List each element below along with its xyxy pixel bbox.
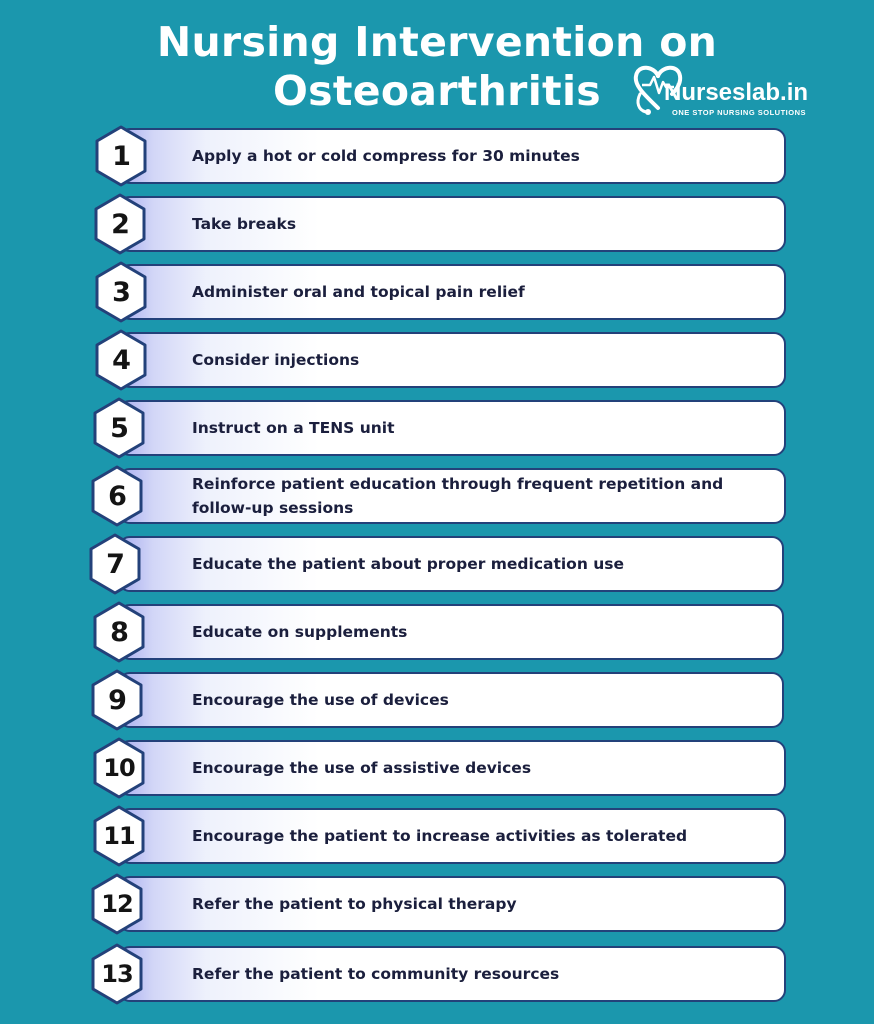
item-number: 1: [112, 140, 130, 172]
hexagon-number-badge: [94, 329, 148, 391]
intervention-item-7: [118, 536, 784, 592]
title-line-2: Osteoarthritis: [272, 67, 602, 115]
item-number: 13: [101, 960, 133, 988]
hexagon-number-badge: [93, 193, 147, 255]
item-number: 2: [111, 208, 129, 240]
intervention-text: Educate the patient about proper medication use: [192, 555, 625, 573]
item-number: 8: [110, 616, 128, 648]
intervention-text: Reinforce patient education through frequent repetition and follow-up sessions: [192, 475, 724, 517]
intervention-text: Educate on supplements: [192, 623, 408, 641]
intervention-item-3: [118, 264, 786, 320]
nurseslab-logo: [628, 58, 818, 120]
item-number: 10: [103, 754, 135, 782]
hexagon-number-badge: [92, 601, 146, 663]
title-line-1: Nursing Intervention on: [156, 18, 718, 66]
intervention-text: Consider injections: [192, 351, 360, 369]
logo-brand: Nurseslab.in: [664, 79, 809, 106]
intervention-item-11: [118, 808, 786, 864]
intervention-item-6: [118, 468, 786, 524]
intervention-item-10: [118, 740, 786, 796]
hexagon-number-badge: [90, 943, 144, 1005]
intervention-item-13: [118, 946, 786, 1002]
hexagon-number-badge: [90, 669, 144, 731]
hexagon-number-badge: [94, 125, 148, 187]
intervention-text: Take breaks: [192, 215, 297, 233]
hexagon-number-badge: [92, 397, 146, 459]
item-number: 3: [112, 276, 130, 308]
hexagon-number-badge: [90, 873, 144, 935]
hexagon-number-badge: [92, 737, 146, 799]
item-number: 4: [112, 344, 130, 376]
intervention-item-4: [118, 332, 786, 388]
intervention-item-8: [118, 604, 784, 660]
item-number: 11: [103, 822, 135, 850]
intervention-item-5: [118, 400, 786, 456]
intervention-text: Encourage the patient to increase activities as tolerated: [192, 827, 688, 845]
intervention-text: Refer the patient to community resources: [192, 965, 560, 983]
intervention-item-9: [118, 672, 784, 728]
hexagon-number-badge: [90, 465, 144, 527]
item-number: 5: [110, 412, 128, 444]
intervention-item-2: [118, 196, 786, 252]
item-number: 12: [101, 890, 133, 918]
item-number: 7: [106, 548, 124, 580]
intervention-item-12: [118, 876, 786, 932]
intervention-text: Apply a hot or cold compress for 30 minutes: [192, 147, 580, 165]
intervention-text: Refer the patient to physical therapy: [192, 895, 517, 913]
intervention-item-1: [118, 128, 786, 184]
item-number: 6: [108, 480, 126, 512]
hexagon-number-badge: [88, 533, 142, 595]
intervention-text: Encourage the use of devices: [192, 691, 449, 709]
hexagon-number-badge: [92, 805, 146, 867]
intervention-text: Encourage the use of assistive devices: [192, 759, 532, 777]
item-number: 9: [108, 684, 126, 716]
intervention-text: Administer oral and topical pain relief: [192, 283, 525, 301]
hexagon-number-badge: [94, 261, 148, 323]
intervention-text: Instruct on a TENS unit: [192, 419, 395, 437]
logo-tagline: ONE STOP NURSING SOLUTIONS: [672, 108, 806, 117]
